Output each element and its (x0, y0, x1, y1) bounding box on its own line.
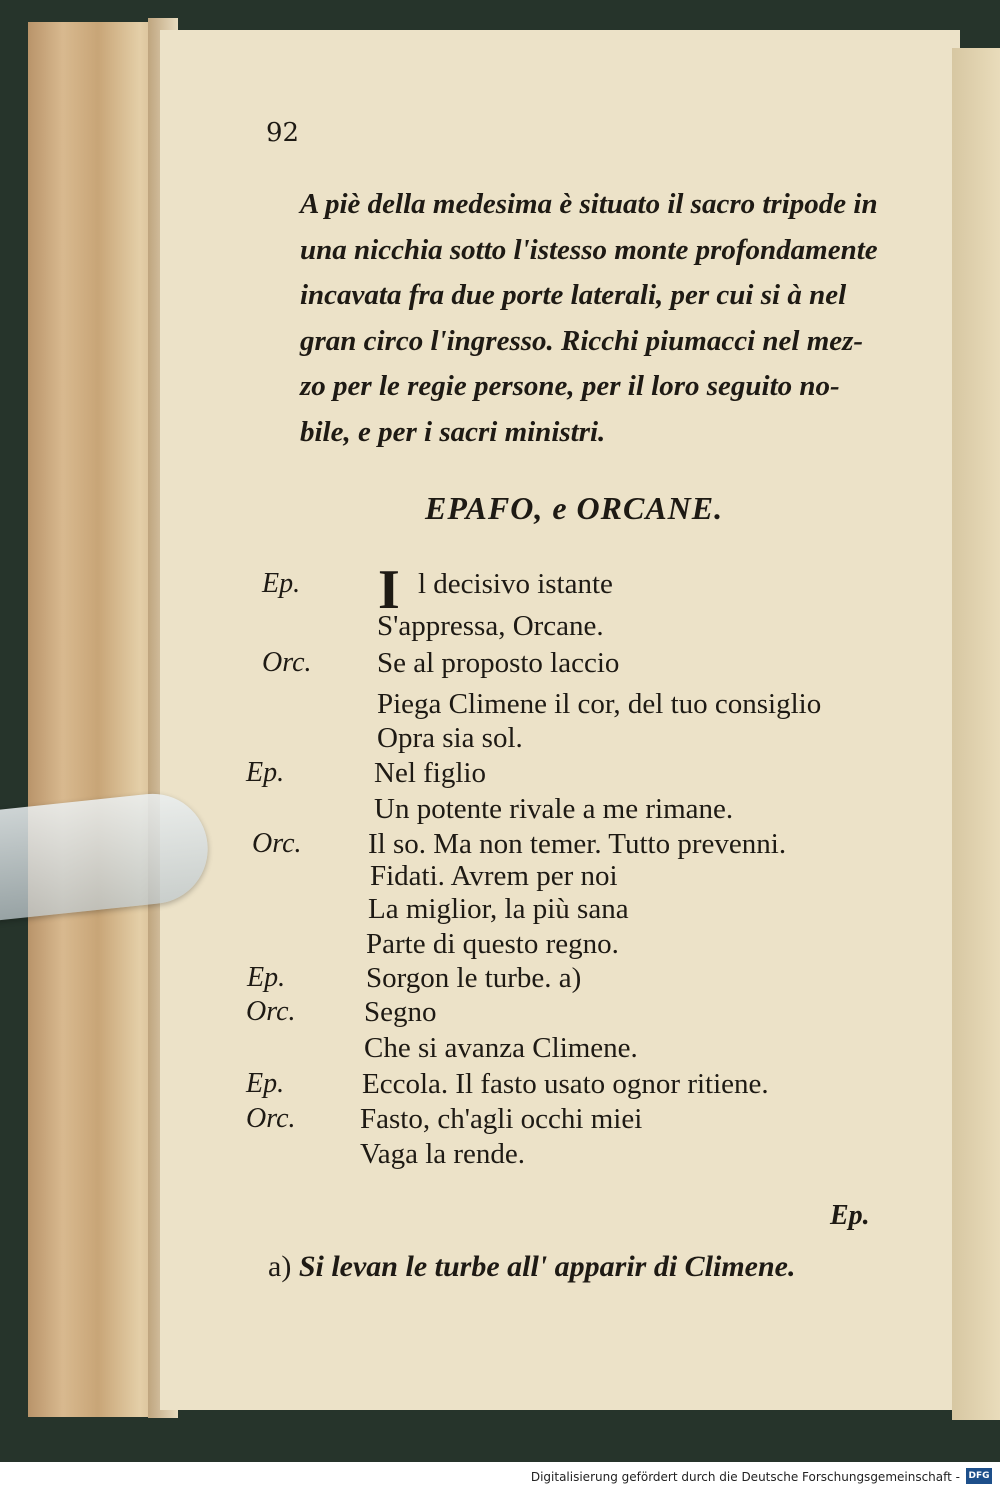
page-number: 92 (266, 118, 300, 148)
dialogue-line: Se al proposto laccio (377, 647, 620, 679)
dialogue-line: Opra sia sol. (377, 722, 523, 754)
paragraph-line: A piè della medesima è situato il sacro tripode in (300, 188, 878, 220)
speaker-label: Orc. (252, 828, 302, 859)
dialogue-line: Un potente rivale a me rimane. (374, 793, 734, 825)
dialogue-line: Segno (364, 996, 437, 1028)
speaker-label: Orc. (246, 1103, 296, 1134)
paragraph-line: zo per le regie persone, per il loro seguito no- (300, 370, 840, 402)
speaker-label: Ep. (246, 1068, 285, 1099)
catchword: Ep. (830, 1200, 870, 1231)
speaker-label: Ep. (247, 962, 286, 993)
paragraph-line: incavata fra due porte laterali, per cui si à nel (300, 279, 847, 311)
facing-page-edge (952, 48, 1000, 1420)
page-block-edge (28, 22, 168, 1417)
speaker-label: Orc. (246, 996, 296, 1027)
speaker-label: Orc. (262, 647, 312, 678)
dialogue-line: S'appressa, Orcane. (377, 610, 604, 642)
dialogue-line: Fasto, ch'agli occhi miei (360, 1103, 643, 1135)
footer-bar (0, 1462, 1000, 1493)
scene-heading: EPAFO, e ORCANE. (425, 490, 724, 526)
stage-description (300, 182, 878, 455)
paragraph-line: bile, e per i sacri ministri. (300, 415, 606, 448)
dfg-logo: DFG (966, 1468, 992, 1484)
dialogue-line: Parte di questo regno. (366, 928, 619, 960)
paragraph-line: gran circo l'ingresso. Ricchi piumacci nel mez- (300, 324, 864, 357)
footnote-text: Si levan le turbe all' apparir di Climene. (298, 1250, 796, 1283)
footer-credit: Digitalisierung gefördert durch die Deutsche Forschungsgemeinschaft - (530, 1470, 960, 1484)
dialogue-line: Vaga la rende. (360, 1138, 526, 1170)
dialogue-line: Sorgon le turbe. a) (366, 962, 582, 994)
dialogue-line: La miglior, la più sana (368, 893, 629, 925)
paragraph-line: una nicchia sotto l'istesso monte profondamente (300, 233, 878, 266)
dialogue-line: Nel figlio (374, 757, 486, 789)
dialogue-line: Il so. Ma non temer. Tutto prevenni. (368, 828, 787, 860)
speaker-label: Ep. (262, 568, 301, 599)
dialogue-line: Fidati. Avrem per noi (370, 860, 618, 892)
dialogue-line: Eccola. Il fasto usato ognor ritiene. (362, 1068, 769, 1100)
dialogue-line: Piega Climene il cor, del tuo consiglio (377, 688, 822, 720)
footnote-marker: a) (268, 1250, 292, 1283)
footnote (268, 1250, 796, 1284)
dialogue-line: l decisivo istante (418, 568, 613, 600)
speaker-label: Ep. (246, 757, 285, 788)
dialogue-line: Che si avanza Climene. (364, 1032, 638, 1064)
